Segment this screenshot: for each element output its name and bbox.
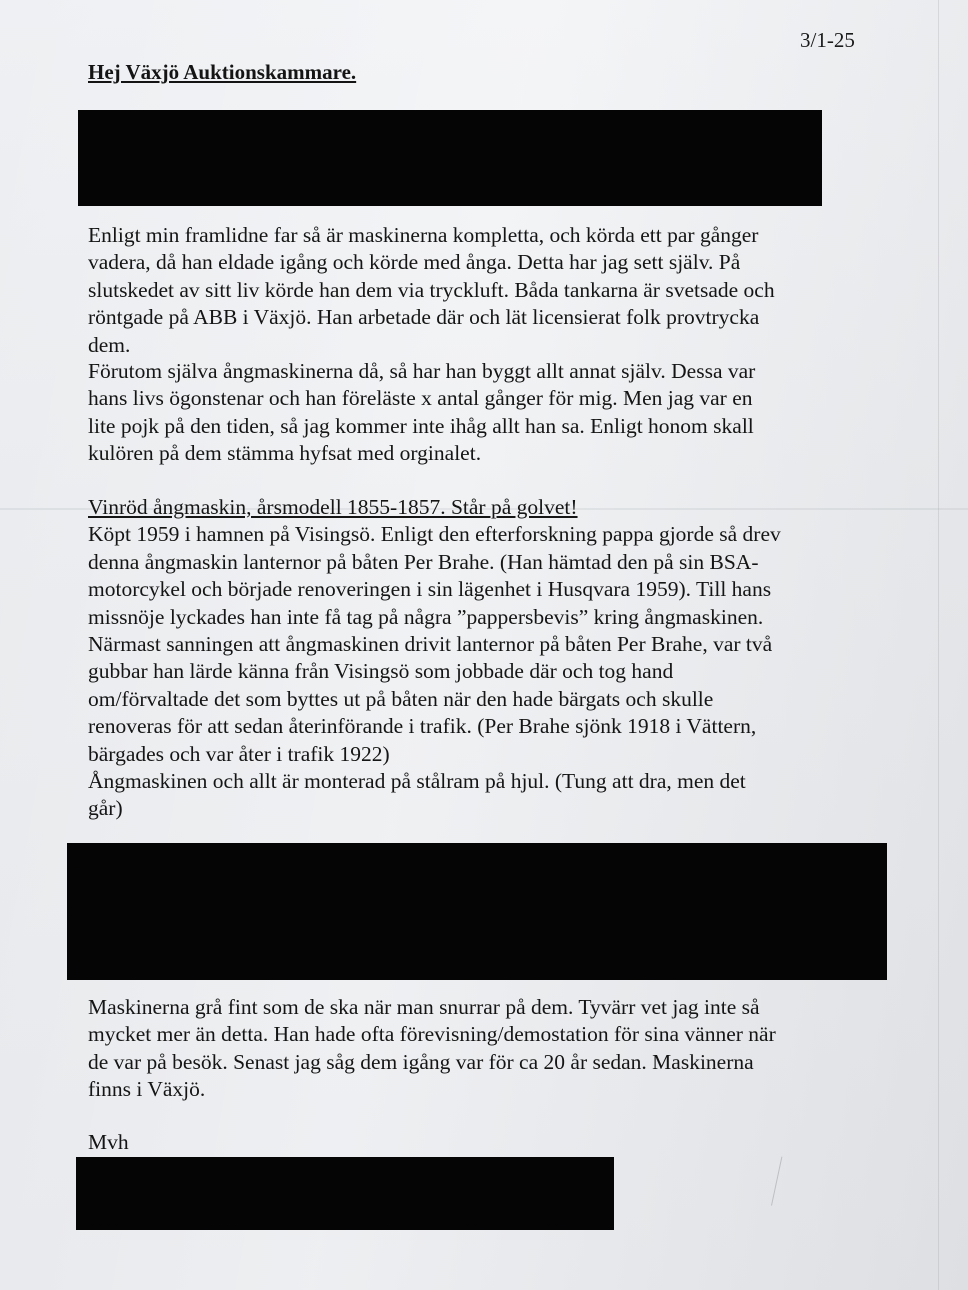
text-line: dem.: [88, 332, 131, 357]
text-line: motorcykel och började renoveringen i sin lägenhet i Husqvara 1959). Till hans: [88, 577, 772, 602]
text-line: röntgade på ABB i Växjö. Han arbetade där och lät licensierat folk provtrycka: [88, 305, 760, 330]
text-line: om/förvaltade det som byttes ut på båten när den hade bärgats och skulle: [88, 686, 714, 711]
text-line: Enligt min framlidne far så är maskinerna kompletta, och körda ett par gånger: [88, 223, 759, 247]
letter-greeting: Hej Växjö Auktionskammare.: [88, 60, 357, 84]
paragraph-built-himself: [88, 358, 888, 468]
section-heading: Vinröd ångmaskin, årsmodell 1855-1857. Står på golvet!: [88, 495, 578, 519]
text-line: slutskedet av sitt liv körde han dem via tryckluft. Båda tankarna är svetsade och: [88, 277, 775, 302]
text-line: Ångmaskinen och allt är monterad på stålram på hjul. (Tung att dra, men det: [88, 769, 746, 794]
paragraph-machines-complete: [88, 222, 888, 359]
letter-date: 3/1-25: [800, 28, 855, 52]
text-line: kulören på dem stämma hyfsat med orginalet.: [88, 441, 482, 466]
text-line: hans livs ögonstenar och han föreläste x antal gånger för mig. Men jag var en: [88, 386, 753, 411]
letter-closing: Mvh: [88, 1130, 129, 1154]
text-line: vadera, då han eldade igång och körde med ånga. Detta har jag sett själv. På: [88, 250, 741, 275]
section-wine-red-steam-engine: [88, 494, 888, 823]
text-line: Förutom själva ångmaskinerna då, så har han byggt allt annat själv. Dessa var: [88, 359, 756, 383]
text-line: missnöje lyckades han inte få tag på några ”pappersbevis” kring ångmaskinen.: [88, 604, 764, 629]
redacted-block-middle: [67, 843, 887, 980]
text-line: de var på besök. Senast jag såg dem igång var för ca 20 år sedan. Maskinerna: [88, 1049, 754, 1074]
text-line: mycket mer än detta. Han hade ofta förevisning/demostation för sina vänner när: [88, 1022, 776, 1047]
text-line: gubbar han lärde känna från Visingsö som jobbade där och tog hand: [88, 659, 674, 684]
redacted-block-top: [78, 110, 822, 206]
text-line: Maskinerna grå fint som de ska när man snurrar på dem. Tyvärr vet jag inte så: [88, 995, 760, 1019]
text-line: Köpt 1959 i hamnen på Visingsö. Enligt den efterforskning pappa gjorde så drev: [88, 522, 781, 547]
paragraph-machines-run: [88, 994, 888, 1104]
text-line: lite pojk på den tiden, så jag kommer inte ihåg allt han sa. Enligt honom skall: [88, 413, 754, 438]
pencil-mark: [771, 1157, 800, 1210]
text-line: denna ångmaskin lanternor på båten Per Brahe. (Han hämtad den på sin BSA-: [88, 549, 759, 574]
text-line: finns i Växjö.: [88, 1077, 206, 1102]
text-line: bärgades och var åter i trafik 1922): [88, 741, 390, 766]
redacted-signature: [76, 1157, 614, 1230]
text-line: renoveras för att sedan återinförande i trafik. (Per Brahe sjönk 1918 i Vättern,: [88, 714, 757, 739]
paper-edge-crease: [938, 0, 939, 1290]
text-line: går): [88, 796, 123, 821]
text-line: Närmast sanningen att ångmaskinen drivit lanternor på båten Per Brahe, var två: [88, 632, 773, 657]
